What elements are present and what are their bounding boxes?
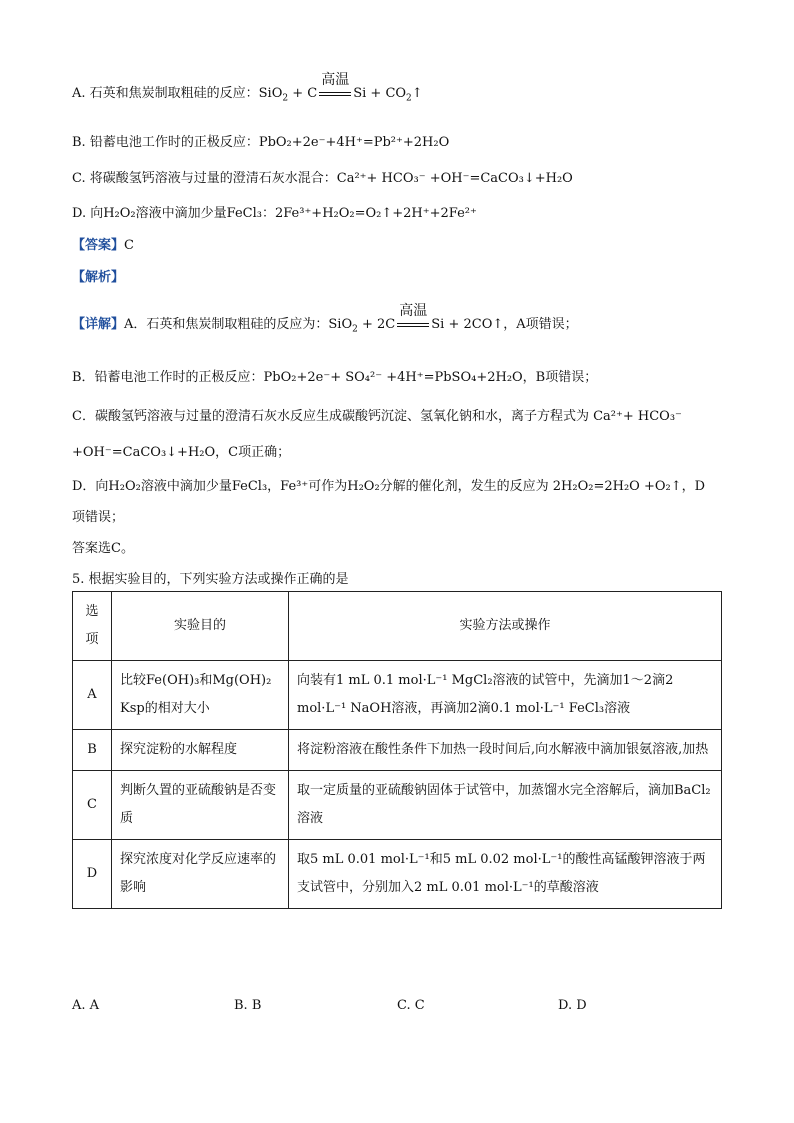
option-a-line: A. 石英和焦炭制取粗硅的反应：SiO$_2$ + C 高温 $Si + CO_2↑$ [72,82,423,104]
option-a-prefix: A. 石英和焦炭制取粗硅的反应：SiO [72,86,283,101]
analysis-label: 【解析】 [72,270,125,285]
detail-condition-label: 高温 [399,303,428,319]
row-method: 将淀粉溶液在酸性条件下加热一段时间后,向水解液中滴加银氨溶液,加热 [289,730,722,771]
row-option: C [73,771,112,840]
row-method: 取5 mL 0.01 mol·L⁻¹和5 mL 0.02 mol·L⁻¹的酸性高锰酸钾溶液于两支试管中，分别加入2 mL 0.01 mol·L⁻¹的草酸溶液 [289,840,722,909]
row-purpose: 探究淀粉的水解程度 [112,730,289,771]
answer-line [72,234,134,253]
table-row [73,771,722,840]
option-a-mid: + C [288,86,318,101]
choice-c[interactable]: C. C [397,998,425,1013]
detail-a-mid: + 2C [357,317,396,332]
table-header-row [73,592,722,661]
option-c-line: C. 将碳酸氢钙溶液与过量的澄清石灰水混合：Ca²⁺+ HCO₃⁻ +OH⁻=CaCO₃↓+H₂O [72,171,573,186]
option-a-suffix: Si + CO [353,86,407,101]
row-method: 取一定质量的亚硫酸钠固体于试管中，加蒸馏水完全溶解后，滴加BaCl₂溶液 [289,771,722,840]
header-option: 选项 [73,592,112,661]
answer-value: C [124,238,134,253]
option-b-line: B. 铅蓄电池工作时的正极反应：PbO₂+2e⁻+4H⁺=Pb²⁺+2H₂O [72,135,450,150]
choice-b[interactable]: B. B [234,998,262,1013]
analysis-line [72,266,124,285]
detail-d-line-1: D．向H₂O₂溶液中滴加少量FeCl₃，Fe³⁺可作为H₂O₂分解的催化剂，发生的反应为 2H₂O₂=2H₂O +O₂↑，D [72,479,706,494]
table-row [73,730,722,771]
detail-a-suffix: Si + 2CO↑，A项错误； [431,317,578,332]
question-stem: 5. 根据实验目的，下列实验方法或操作正确的是 [72,572,349,587]
detail-a-prefix: A．石英和焦炭制取粗硅的反应为：SiO [124,317,353,332]
detail-condition-equals [396,303,430,332]
detail-a-line: 【详解】A．石英和焦炭制取粗硅的反应为：SiO$_2$ + 2C 高温 Si + 2CO↑，A项错误； [72,313,578,335]
table-row [73,840,722,909]
row-purpose: 比较Fe(OH)₃和Mg(OH)₂ Ksp的相对大小 [112,661,289,730]
option-a-arrow: ↑ [411,86,423,101]
answer-label: 【答案】 [72,238,125,253]
row-purpose: 探究浓度对化学反应速率的影响 [112,840,289,909]
choice-a[interactable]: A. A [72,998,100,1013]
condition-equals [318,72,352,101]
detail-c-line-2: +OH⁻=CaCO₃↓+H₂O，C项正确； [72,445,291,460]
header-method: 实验方法或操作 [289,592,722,661]
experiment-table [72,591,722,909]
header-purpose: 实验目的 [112,592,289,661]
final-answer-line: 答案选C。 [72,541,134,556]
table-row [73,661,722,730]
choice-d[interactable]: D. D [558,998,587,1013]
detail-b-line: B．铅蓄电池工作时的正极反应：PbO₂+2e⁻+ SO₄²⁻ +4H⁺=PbSO₄+2H₂O，B项错误； [72,370,598,385]
detail-d-line-2: 项错误； [72,510,125,525]
option-d-line: D. 向H₂O₂溶液中滴加少量FeCl₃：2Fe³⁺+H₂O₂=O₂↑+2H⁺+2Fe²⁺ [72,206,477,221]
detail-c-line-1: C．碳酸氢钙溶液与过量的澄清石灰水反应生成碳酸钙沉淀、氢氧化钠和水，离子方程式为 Ca²⁺+ HCO₃⁻ [72,409,682,424]
row-purpose: 判断久置的亚硫酸钠是否变质 [112,771,289,840]
row-option: A [73,661,112,730]
row-option: B [73,730,112,771]
detail-label: 【详解】 [72,317,125,332]
row-method: 向装有1 mL 0.1 mol·L⁻¹ MgCl₂溶液的试管中，先滴加1～2滴2 mol·L⁻¹ NaOH溶液，再滴加2滴0.1 mol·L⁻¹ FeCl₃溶液 [289,661,722,730]
condition-label: 高温 [321,72,350,88]
row-option: D [73,840,112,909]
